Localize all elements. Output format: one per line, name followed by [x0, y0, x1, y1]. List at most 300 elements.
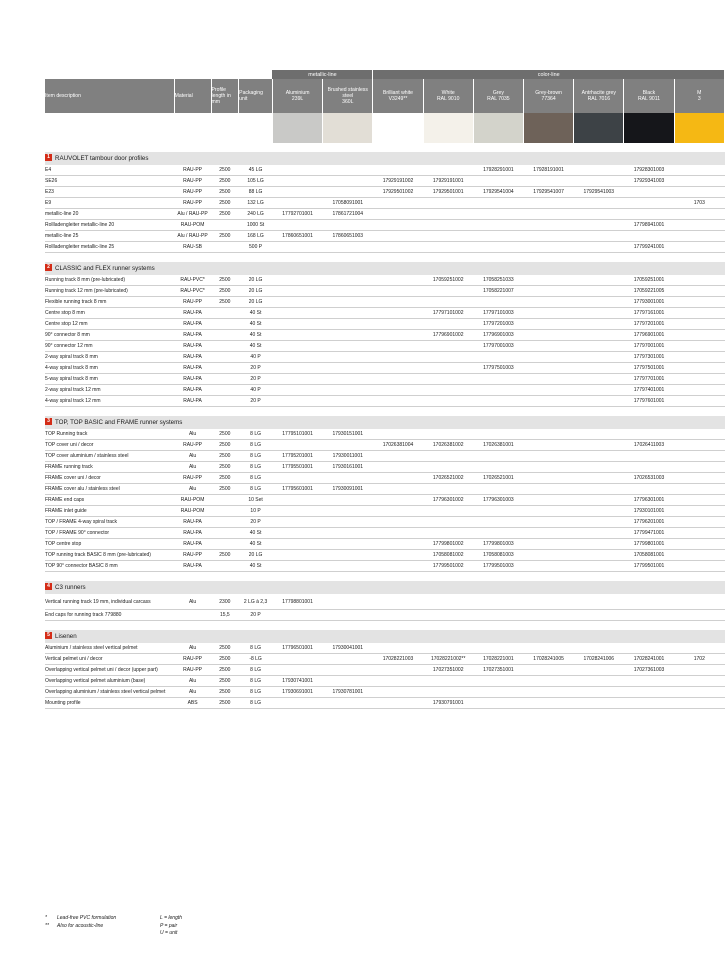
cell-article-number: [423, 242, 473, 253]
cell-article-number: [624, 231, 674, 242]
cell-material: RAU-PP: [174, 198, 211, 209]
cell-article-number: [674, 643, 724, 654]
cell-material: RAU-PA: [174, 330, 211, 341]
cell-article-number: [423, 220, 473, 231]
cell-item-description: Mounting profile: [45, 698, 174, 709]
cell-article-number: [272, 440, 322, 451]
cell-article-number: [524, 308, 574, 319]
cell-profile-length: 2500: [211, 440, 239, 451]
cell-article-number: [323, 385, 373, 396]
cell-profile-length: [211, 495, 239, 506]
color-group-header-row: [45, 70, 725, 79]
cell-article-number: [423, 610, 473, 621]
cell-article-number: [524, 440, 574, 451]
footnote-mark: **: [45, 922, 49, 929]
cell-item-description: TOP running track BASIC 8 mm (pre-lubricated): [45, 550, 174, 561]
cell-article-number: [674, 676, 724, 687]
cell-article-number: 17930101001: [624, 506, 674, 517]
color-swatch-2: [373, 113, 423, 143]
cell-article-number: [323, 165, 373, 176]
cell-profile-length: 2500: [211, 643, 239, 654]
cell-article-number: [524, 330, 574, 341]
cell-article-number: 17930011001: [323, 451, 373, 462]
table-row: [45, 275, 725, 286]
cell-article-number: [574, 462, 624, 473]
cell-article-number: 17860651001: [272, 231, 322, 242]
cell-article-number: [524, 698, 574, 709]
cell-article-number: [624, 198, 674, 209]
footnote-text: Lead-free PVC formulation: [57, 915, 117, 921]
cell-article-number: [674, 242, 724, 253]
header-packaging-unit: Packaging unit: [239, 79, 273, 113]
cell-article-number: [524, 643, 574, 654]
cell-packaging-unit: 40 St: [239, 539, 273, 550]
cell-article-number: [373, 594, 423, 610]
cell-article-number: 17930791001: [423, 698, 473, 709]
table-row: [45, 440, 725, 451]
cell-article-number: [423, 385, 473, 396]
cell-article-number: [524, 385, 574, 396]
cell-article-number: 17799801003: [473, 539, 523, 550]
cell-article-number: 17792701001: [272, 209, 322, 220]
cell-article-number: [323, 495, 373, 506]
cell-profile-length: 2500: [211, 687, 239, 698]
cell-article-number: [524, 462, 574, 473]
cell-article-number: [373, 308, 423, 319]
cell-article-number: 17059221005: [624, 286, 674, 297]
cell-packaging-unit: 40 St: [239, 319, 273, 330]
section-number: 4: [45, 583, 52, 590]
color-group-1: color-line: [373, 70, 725, 79]
cell-article-number: [674, 209, 724, 220]
table-header-row: [45, 79, 725, 113]
cell-packaging-unit: 20 LG: [239, 297, 273, 308]
header-material: Material: [174, 79, 211, 113]
cell-article-number: [373, 484, 423, 495]
cell-article-number: [524, 687, 574, 698]
table-row: [45, 165, 725, 176]
cell-article-number: [272, 352, 322, 363]
cell-article-number: 17058221007: [473, 286, 523, 297]
cell-article-number: 17799501003: [473, 561, 523, 572]
cell-packaging-unit: 20 LG: [239, 275, 273, 286]
cell-article-number: [473, 594, 523, 610]
header-color-5: Grey-brown 77364: [524, 79, 574, 113]
cell-article-number: 17797301001: [624, 352, 674, 363]
table-row: [45, 187, 725, 198]
cell-article-number: [473, 610, 523, 621]
cell-article-number: [574, 528, 624, 539]
cell-article-number: 17028221002**: [423, 654, 473, 665]
cell-article-number: [524, 297, 574, 308]
cell-article-number: 17929541003: [574, 187, 624, 198]
cell-material: RAU-POM: [174, 495, 211, 506]
cell-profile-length: [211, 561, 239, 572]
cell-profile-length: 2500: [211, 297, 239, 308]
cell-article-number: 17027351002: [423, 665, 473, 676]
cell-item-description: 4-way spiral track 8 mm: [45, 363, 174, 374]
cell-profile-length: [211, 341, 239, 352]
cell-article-number: 17928191001: [524, 165, 574, 176]
table-row: [45, 594, 725, 610]
table-row: [45, 242, 725, 253]
cell-article-number: [473, 517, 523, 528]
cell-article-number: [373, 610, 423, 621]
cell-article-number: 17027361003: [624, 665, 674, 676]
cell-article-number: 17928291001: [473, 165, 523, 176]
swatch-spacer: [45, 113, 272, 143]
cell-article-number: [423, 198, 473, 209]
cell-article-number: [624, 594, 674, 610]
cell-article-number: [574, 665, 624, 676]
cell-article-number: [272, 561, 322, 572]
cell-material: RAU-PA: [174, 319, 211, 330]
cell-article-number: 17799471001: [624, 528, 674, 539]
cell-article-number: [524, 473, 574, 484]
cell-profile-length: 2500: [211, 676, 239, 687]
cell-article-number: 17929341003: [624, 176, 674, 187]
cell-article-number: [473, 676, 523, 687]
color-swatch-5: [524, 113, 574, 143]
cell-article-number: [473, 643, 523, 654]
cell-article-number: [624, 698, 674, 709]
cell-article-number: [473, 297, 523, 308]
cell-article-number: [272, 517, 322, 528]
cell-article-number: 17796301002: [423, 495, 473, 506]
cell-article-number: [674, 506, 724, 517]
cell-profile-length: [211, 506, 239, 517]
cell-article-number: [473, 506, 523, 517]
cell-article-number: [674, 275, 724, 286]
cell-material: RAU-PVC*: [174, 286, 211, 297]
cell-article-number: [574, 473, 624, 484]
cell-article-number: [323, 698, 373, 709]
cell-packaging-unit: 20 P: [239, 374, 273, 385]
section-title: RAUVOLET tambour door profiles: [55, 154, 149, 162]
cell-packaging-unit: 20 LG: [239, 286, 273, 297]
cell-article-number: [423, 484, 473, 495]
cell-item-description: TOP Running track: [45, 429, 174, 440]
cell-profile-length: 2500: [211, 165, 239, 176]
cell-article-number: [473, 451, 523, 462]
cell-article-number: [674, 341, 724, 352]
cell-article-number: [323, 319, 373, 330]
cell-article-number: 17930091001: [323, 484, 373, 495]
cell-article-number: [272, 698, 322, 709]
cell-material: Alu: [174, 643, 211, 654]
cell-article-number: [524, 374, 574, 385]
cell-article-number: [674, 665, 724, 676]
table-row: [45, 198, 725, 209]
cell-material: ABS: [174, 698, 211, 709]
cell-article-number: [423, 506, 473, 517]
table-row: [45, 231, 725, 242]
cell-article-number: [373, 550, 423, 561]
cell-article-number: [323, 594, 373, 610]
header-color-1: Brushed stainless steel 360L: [323, 79, 373, 113]
section-number: 2: [45, 264, 52, 271]
cell-article-number: [272, 495, 322, 506]
cell-article-number: [524, 242, 574, 253]
cell-article-number: [574, 440, 624, 451]
cell-article-number: [373, 473, 423, 484]
cell-article-number: [373, 643, 423, 654]
cell-article-number: [674, 220, 724, 231]
table-row: [45, 297, 725, 308]
cell-article-number: 17026411003: [624, 440, 674, 451]
table-row: [45, 473, 725, 484]
cell-article-number: [674, 396, 724, 407]
cell-article-number: [423, 374, 473, 385]
table-row: [45, 506, 725, 517]
cell-article-number: 1702: [674, 654, 724, 665]
cell-article-number: [473, 374, 523, 385]
cell-item-description: TOP / FRAME 4-way spiral track: [45, 517, 174, 528]
cell-article-number: [524, 198, 574, 209]
cell-article-number: [524, 517, 574, 528]
cell-article-number: [574, 698, 624, 709]
cell-article-number: [524, 676, 574, 687]
table-row: [45, 561, 725, 572]
cell-article-number: 17799501001: [624, 561, 674, 572]
cell-article-number: [423, 594, 473, 610]
header-profile-length: Profile length in mm: [211, 79, 239, 113]
legend-row: [160, 930, 182, 938]
cell-article-number: [674, 319, 724, 330]
cell-article-number: [323, 440, 373, 451]
footnote-row: [45, 923, 177, 931]
cell-material: RAU-PP: [174, 473, 211, 484]
cell-item-description: Rollladengleiter metallic-line 25: [45, 242, 174, 253]
cell-article-number: [323, 297, 373, 308]
cell-article-number: [574, 451, 624, 462]
cell-article-number: [423, 297, 473, 308]
table-row: [45, 363, 725, 374]
cell-packaging-unit: 8 LG: [239, 451, 273, 462]
cell-article-number: [272, 187, 322, 198]
cell-item-description: E4: [45, 165, 174, 176]
footnote-row: [45, 915, 177, 923]
cell-item-description: 90° connector 12 mm: [45, 341, 174, 352]
cell-article-number: 17929501001: [423, 187, 473, 198]
table-row: [45, 385, 725, 396]
cell-packaging-unit: 20 P: [239, 610, 273, 621]
cell-article-number: 17796901003: [473, 330, 523, 341]
section-spacer: [45, 253, 725, 263]
cell-article-number: [524, 506, 574, 517]
cell-article-number: [574, 220, 624, 231]
section-title: TOP, TOP BASIC and FRAME runner systems: [55, 418, 183, 426]
cell-item-description: 2-way spiral track 8 mm: [45, 352, 174, 363]
cell-article-number: 17930161001: [323, 462, 373, 473]
cell-article-number: [524, 665, 574, 676]
header-color-4: Grey RAL 7035: [473, 79, 523, 113]
cell-article-number: 17028241005: [524, 654, 574, 665]
cell-article-number: [272, 220, 322, 231]
cell-article-number: [524, 341, 574, 352]
cell-item-description: Vertical running track 19 mm, individual carcass: [45, 594, 174, 610]
footnote-mark: *: [45, 915, 47, 921]
cell-article-number: [473, 396, 523, 407]
cell-article-number: [373, 198, 423, 209]
cell-profile-length: [211, 396, 239, 407]
cell-article-number: [323, 665, 373, 676]
cell-article-number: 17795501001: [272, 462, 322, 473]
cell-packaging-unit: 240 LG: [239, 209, 273, 220]
cell-article-number: [624, 676, 674, 687]
cell-article-number: [473, 462, 523, 473]
cell-profile-length: 2500: [211, 473, 239, 484]
cell-article-number: [373, 429, 423, 440]
legend-row: [160, 923, 182, 931]
cell-article-number: [423, 451, 473, 462]
cell-article-number: 17797161001: [624, 308, 674, 319]
cell-article-number: [624, 610, 674, 621]
section-spacer: [45, 407, 725, 417]
cell-article-number: [272, 374, 322, 385]
cell-article-number: [674, 330, 724, 341]
cell-article-number: [674, 594, 724, 610]
cell-material: RAU-PA: [174, 363, 211, 374]
cell-article-number: [423, 517, 473, 528]
cell-article-number: [373, 319, 423, 330]
footnote-text: Also for acoustic-line: [57, 922, 104, 929]
cell-material: Alu: [174, 462, 211, 473]
cell-packaging-unit: 20 P: [239, 396, 273, 407]
cell-article-number: 17058081003: [473, 550, 523, 561]
cell-packaging-unit: 105 LG: [239, 176, 273, 187]
cell-article-number: 17929541004: [473, 187, 523, 198]
legend-value: unit: [169, 930, 178, 936]
cell-article-number: [423, 341, 473, 352]
cell-article-number: [272, 610, 322, 621]
cell-article-number: 17797001001: [624, 341, 674, 352]
cell-profile-length: [211, 517, 239, 528]
cell-packaging-unit: 10 P: [239, 506, 273, 517]
cell-article-number: [524, 209, 574, 220]
table-row: [45, 374, 725, 385]
cell-article-number: 17797401001: [624, 385, 674, 396]
cell-profile-length: 2500: [211, 698, 239, 709]
cell-article-number: [473, 198, 523, 209]
color-swatch-4: [473, 113, 523, 143]
cell-item-description: Aluminium / stainless steel vertical pelmet: [45, 643, 174, 654]
cell-article-number: [272, 176, 322, 187]
cell-article-number: 17026381004: [373, 440, 423, 451]
cell-packaging-unit: 20 P: [239, 363, 273, 374]
cell-article-number: [373, 517, 423, 528]
cell-item-description: Overlapping vertical pelmet uni / decor (upper part): [45, 665, 174, 676]
cell-material: RAU-PA: [174, 517, 211, 528]
table-row: [45, 610, 725, 621]
cell-article-number: 17797001003: [473, 341, 523, 352]
cell-article-number: [574, 319, 624, 330]
cell-article-number: 17028241001: [624, 654, 674, 665]
legend-eq: =: [164, 915, 168, 921]
cell-article-number: [323, 539, 373, 550]
cell-packaging-unit: 8 LG: [239, 462, 273, 473]
cell-article-number: [373, 385, 423, 396]
cell-article-number: [574, 429, 624, 440]
table-row: [45, 176, 725, 187]
cell-article-number: [423, 462, 473, 473]
cell-article-number: [323, 528, 373, 539]
cell-material: Alu / RAU-PP: [174, 231, 211, 242]
cell-article-number: [574, 308, 624, 319]
cell-article-number: [674, 429, 724, 440]
section-header-5: [45, 630, 725, 643]
cell-profile-length: [211, 220, 239, 231]
cell-article-number: [524, 594, 574, 610]
cell-article-number: [524, 539, 574, 550]
cell-material: Alu: [174, 484, 211, 495]
cell-article-number: [373, 676, 423, 687]
cell-article-number: 17929191002: [373, 176, 423, 187]
cell-article-number: [373, 297, 423, 308]
cell-article-number: [323, 506, 373, 517]
cell-article-number: [674, 528, 724, 539]
cell-article-number: [272, 396, 322, 407]
cell-material: RAU-PA: [174, 308, 211, 319]
cell-article-number: 17797501001: [624, 363, 674, 374]
cell-article-number: [574, 209, 624, 220]
cell-article-number: 17797101003: [473, 308, 523, 319]
cell-article-number: [272, 665, 322, 676]
product-table: [45, 70, 725, 709]
cell-article-number: [373, 209, 423, 220]
legend-key: P: [160, 922, 164, 929]
cell-article-number: [323, 242, 373, 253]
legend: [160, 915, 182, 938]
section-spacer: [45, 621, 725, 631]
cell-article-number: [574, 539, 624, 550]
cell-article-number: [624, 687, 674, 698]
cell-article-number: [323, 473, 373, 484]
cell-article-number: [473, 231, 523, 242]
cell-item-description: Centre stop 12 mm: [45, 319, 174, 330]
cell-item-description: FRAME inlet guide: [45, 506, 174, 517]
cell-article-number: [272, 330, 322, 341]
cell-packaging-unit: 20 LG: [239, 550, 273, 561]
color-swatch-3: [423, 113, 473, 143]
cell-profile-length: [211, 319, 239, 330]
cell-article-number: [524, 484, 574, 495]
cell-profile-length: 15,5: [211, 610, 239, 621]
cell-item-description: Running track 12 mm (pre-lubricated): [45, 286, 174, 297]
cell-article-number: 17026381001: [473, 440, 523, 451]
color-swatch-6: [574, 113, 624, 143]
cell-material: RAU-PP: [174, 665, 211, 676]
table-row: [45, 698, 725, 709]
section-spacer: [45, 143, 725, 152]
cell-article-number: [574, 198, 624, 209]
cell-article-number: [624, 451, 674, 462]
cell-material: RAU-PP: [174, 165, 211, 176]
cell-article-number: [674, 473, 724, 484]
cell-article-number: 17796301003: [473, 495, 523, 506]
cell-packaging-unit: 10 Set: [239, 495, 273, 506]
cell-article-number: [373, 363, 423, 374]
cell-material: RAU-PA: [174, 341, 211, 352]
cell-article-number: [524, 429, 574, 440]
cell-article-number: [674, 231, 724, 242]
cell-profile-length: [211, 242, 239, 253]
section-header-4: [45, 581, 725, 594]
cell-article-number: [674, 539, 724, 550]
header-color-2: Brilliant white V3249**: [373, 79, 423, 113]
cell-profile-length: 2500: [211, 198, 239, 209]
section-number: 5: [45, 632, 52, 639]
